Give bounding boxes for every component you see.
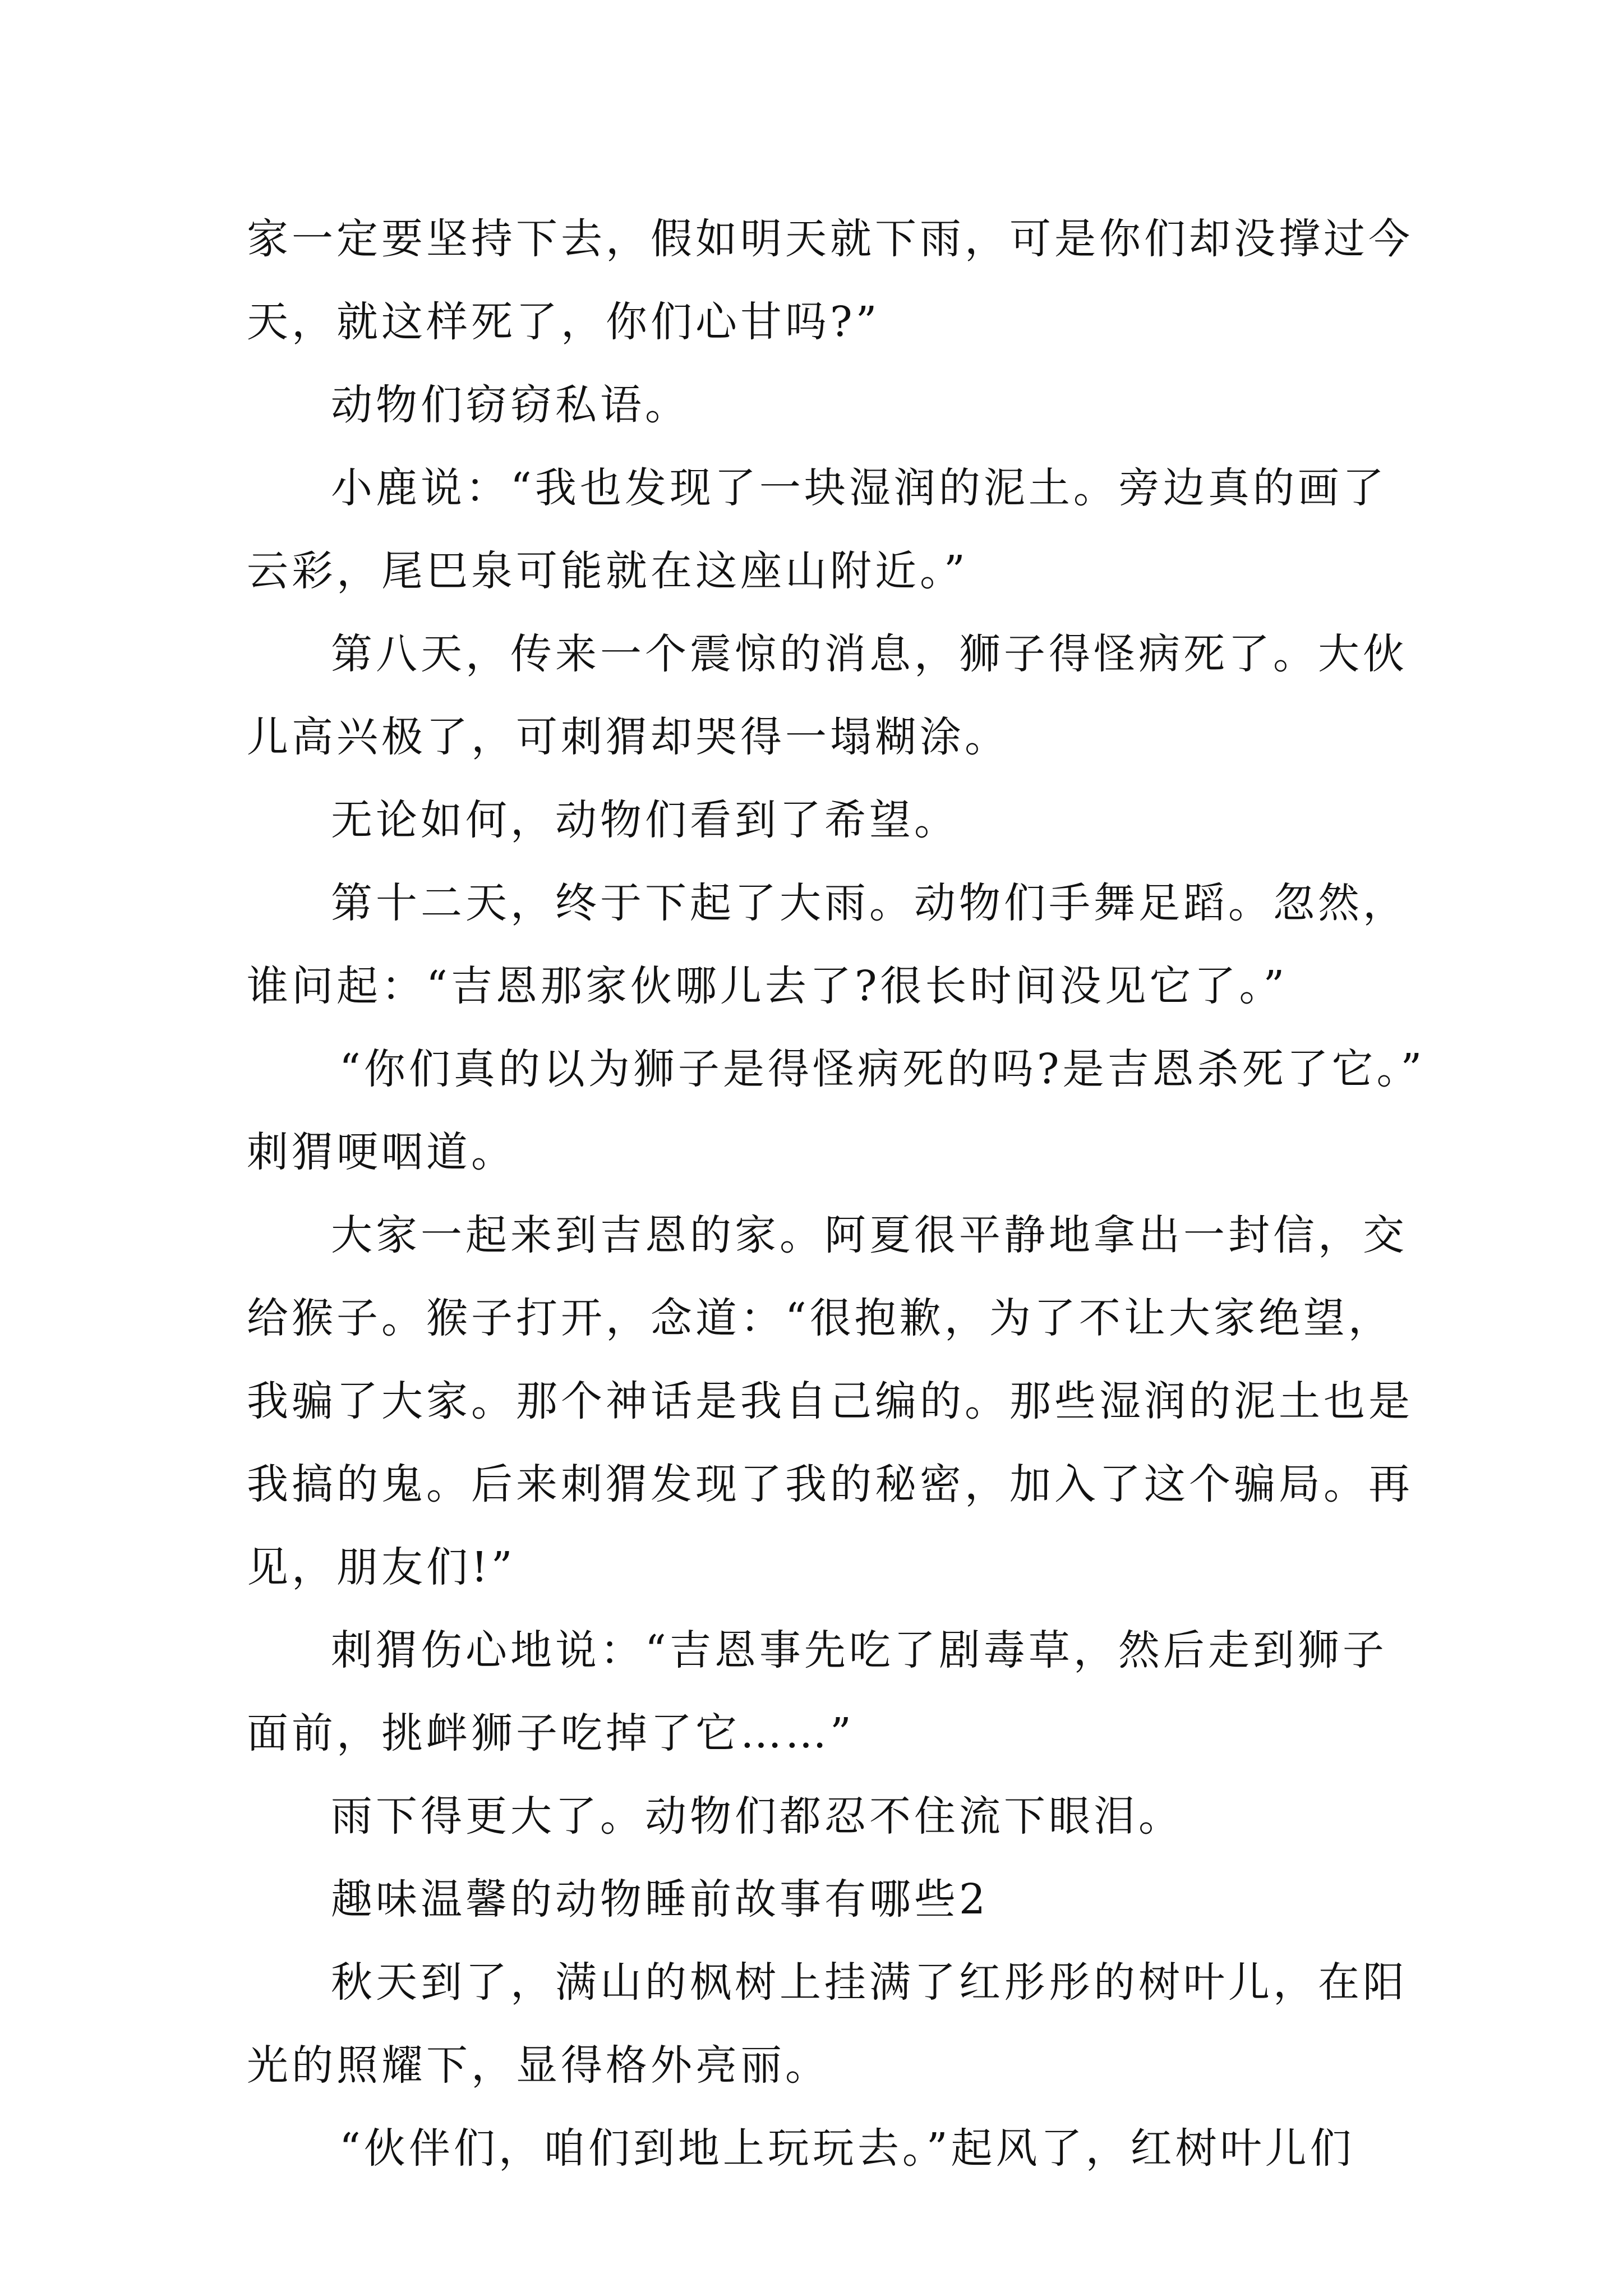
text-line: 我搞的鬼。后来刺猬发现了我的秘密，加入了这个骗局。再 [247, 1460, 1413, 1508]
text-line: 谁问起：“吉恩那家伙哪儿去了?很长时间没见它了。” [247, 962, 1288, 1010]
text-line: 秋天到了，满山的枫树上挂满了红彤彤的树叶儿，在阳 [331, 1958, 1408, 2007]
text-line: 大家一起来到吉恩的家。阿夏很平静地拿出一封信，交 [331, 1211, 1408, 1259]
text-line: 无论如何，动物们看到了希望。 [331, 796, 959, 844]
text-line: 小鹿说：“我也发现了一块湿润的泥土。旁边真的画了 [331, 464, 1387, 512]
text-line: 刺猬哽咽道。 [247, 1128, 516, 1176]
text-line: 天，就这样死了，你们心甘吗?” [247, 298, 880, 346]
section-heading: 趣味温馨的动物睡前故事有哪些2 [331, 1875, 989, 1924]
text-line: 云彩，尾巴泉可能就在这座山附近。” [247, 547, 969, 595]
text-line: 给猴子。猴子打开，念道：“很抱歉，为了不让大家绝望， [247, 1294, 1393, 1342]
text-line: 第八天，传来一个震惊的消息，狮子得怪病死了。大伙 [331, 630, 1408, 678]
text-line: “伙伴们，咱们到地上玩玩去。”起风了，红树叶儿们 [339, 2124, 1355, 2173]
text-line: 儿高兴极了，可刺猬却哭得一塌糊涂。 [247, 713, 1009, 761]
body-text [247, 197, 1426, 2190]
text-line: 动物们窃窃私语。 [331, 381, 690, 429]
text-line: 见，朋友们!” [247, 1543, 516, 1591]
text-line: 光的照耀下，显得格外亮丽。 [247, 2041, 830, 2090]
text-line: 我骗了大家。那个神话是我自己编的。那些湿润的泥土也是 [247, 1377, 1413, 1425]
text-line: 第十二天，终于下起了大雨。动物们手舞足蹈。忽然， [331, 879, 1408, 927]
text-line: “你们真的以为狮子是得怪病死的吗?是吉恩杀死了它。” [339, 1045, 1426, 1093]
text-line: 刺猬伤心地说：“吉恩事先吃了剧毒草，然后走到狮子 [331, 1626, 1387, 1674]
text-line: 雨下得更大了。动物们都忍不住流下眼泪。 [331, 1792, 1183, 1841]
text-line: 家一定要坚持下去，假如明天就下雨，可是你们却没撑过今 [247, 215, 1413, 263]
text-line: 面前，挑衅狮子吃掉了它……” [247, 1709, 855, 1757]
